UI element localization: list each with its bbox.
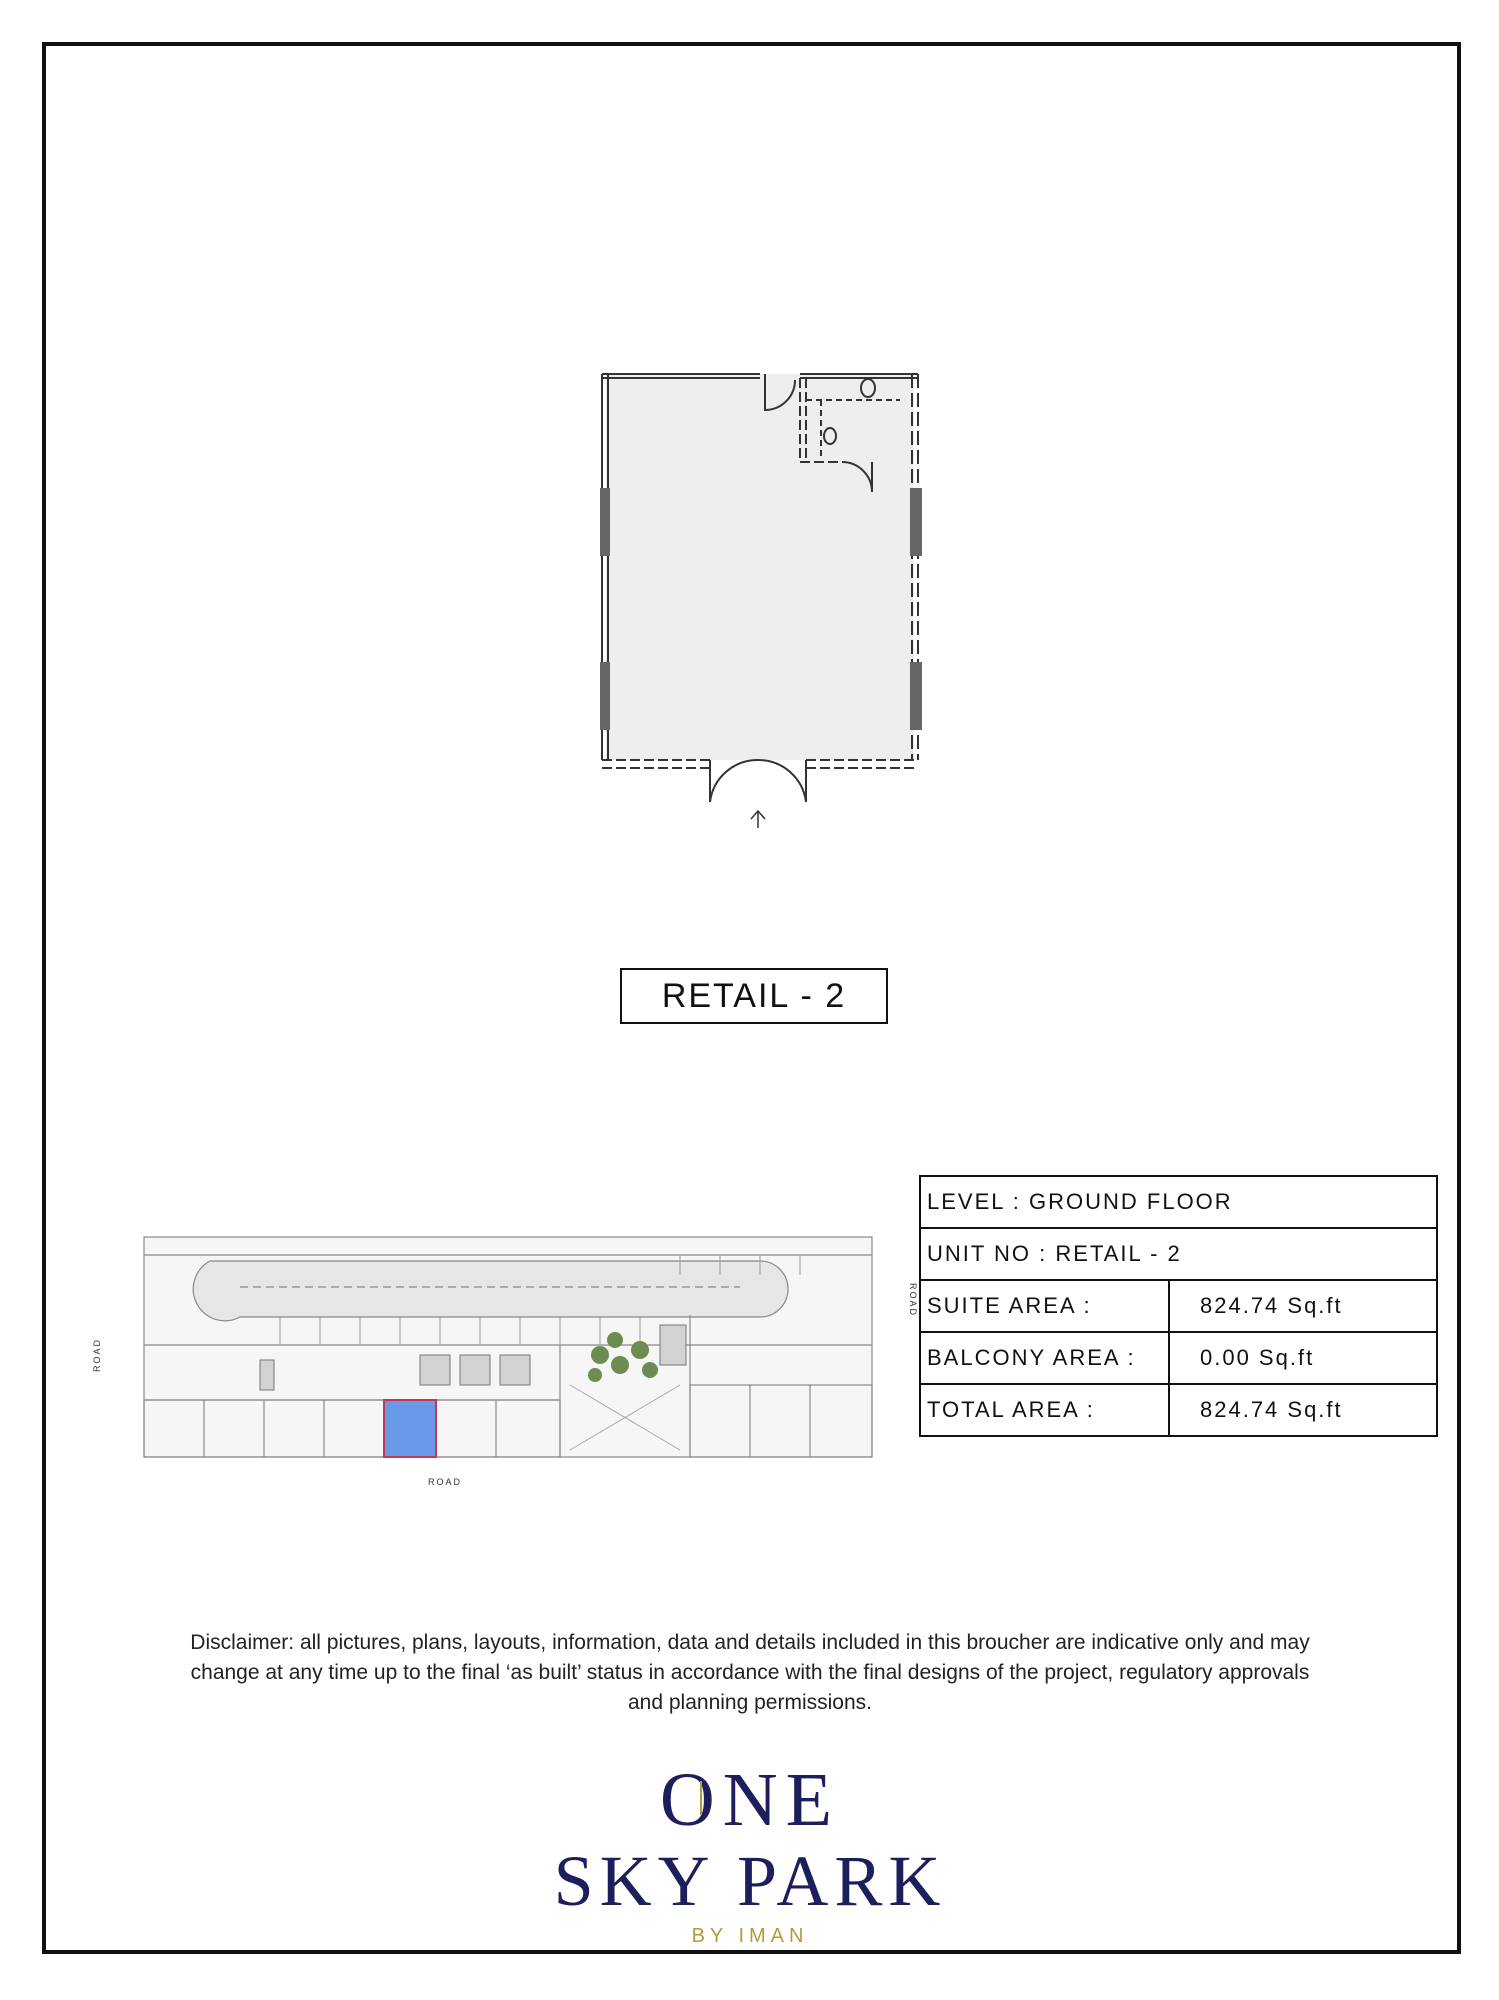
balcony-area-value: 0.00 Sq.ft [1169,1332,1437,1384]
total-area-label: TOTAL AREA : [920,1384,1169,1436]
unit-number-cell: UNIT NO : RETAIL - 2 [920,1228,1437,1280]
table-row [920,1384,1437,1436]
suite-area-value: 824.74 Sq.ft [1169,1280,1437,1332]
table-row [920,1332,1437,1384]
total-area-value: 824.74 Sq.ft [1169,1384,1437,1436]
unit-floor-plan [560,360,940,820]
suite-area-label: SUITE AREA : [920,1280,1169,1332]
road-label-right: ROAD [908,1282,918,1318]
brand-logo [500,1745,1000,1945]
unit-info-table [919,1175,1438,1437]
level-cell: LEVEL : GROUND FLOOR [920,1176,1437,1228]
unit-title-text: RETAIL - 2 [661,976,847,1015]
disclaimer-line: Disclaimer: all pictures, plans, layouts, information, data and details included in this broucher are indicative only and may [190,1631,1310,1654]
road-label-left: ROAD [92,1337,102,1373]
balcony-area-label: BALCONY AREA : [920,1332,1169,1384]
logo-line-one: ONE [659,1758,841,1842]
disclaimer-line: and planning permissions. [628,1691,872,1714]
table-row [920,1176,1437,1228]
logo-tagline: BY IMAN [691,1925,809,1947]
disclaimer [120,1628,1380,1718]
table-row [920,1280,1437,1332]
road-label-bottom: ROAD [427,1477,463,1487]
logo-line-sky-park: SKY PARK [553,1841,947,1921]
disclaimer-line: change at any time up to the final ‘as built’ status in accordance with the final designs of the project, regulatory approvals [190,1661,1310,1684]
site-key-plan [40,1225,918,1495]
highlighted-unit [384,1400,436,1457]
table-row [920,1228,1437,1280]
unit-title [620,968,888,1024]
